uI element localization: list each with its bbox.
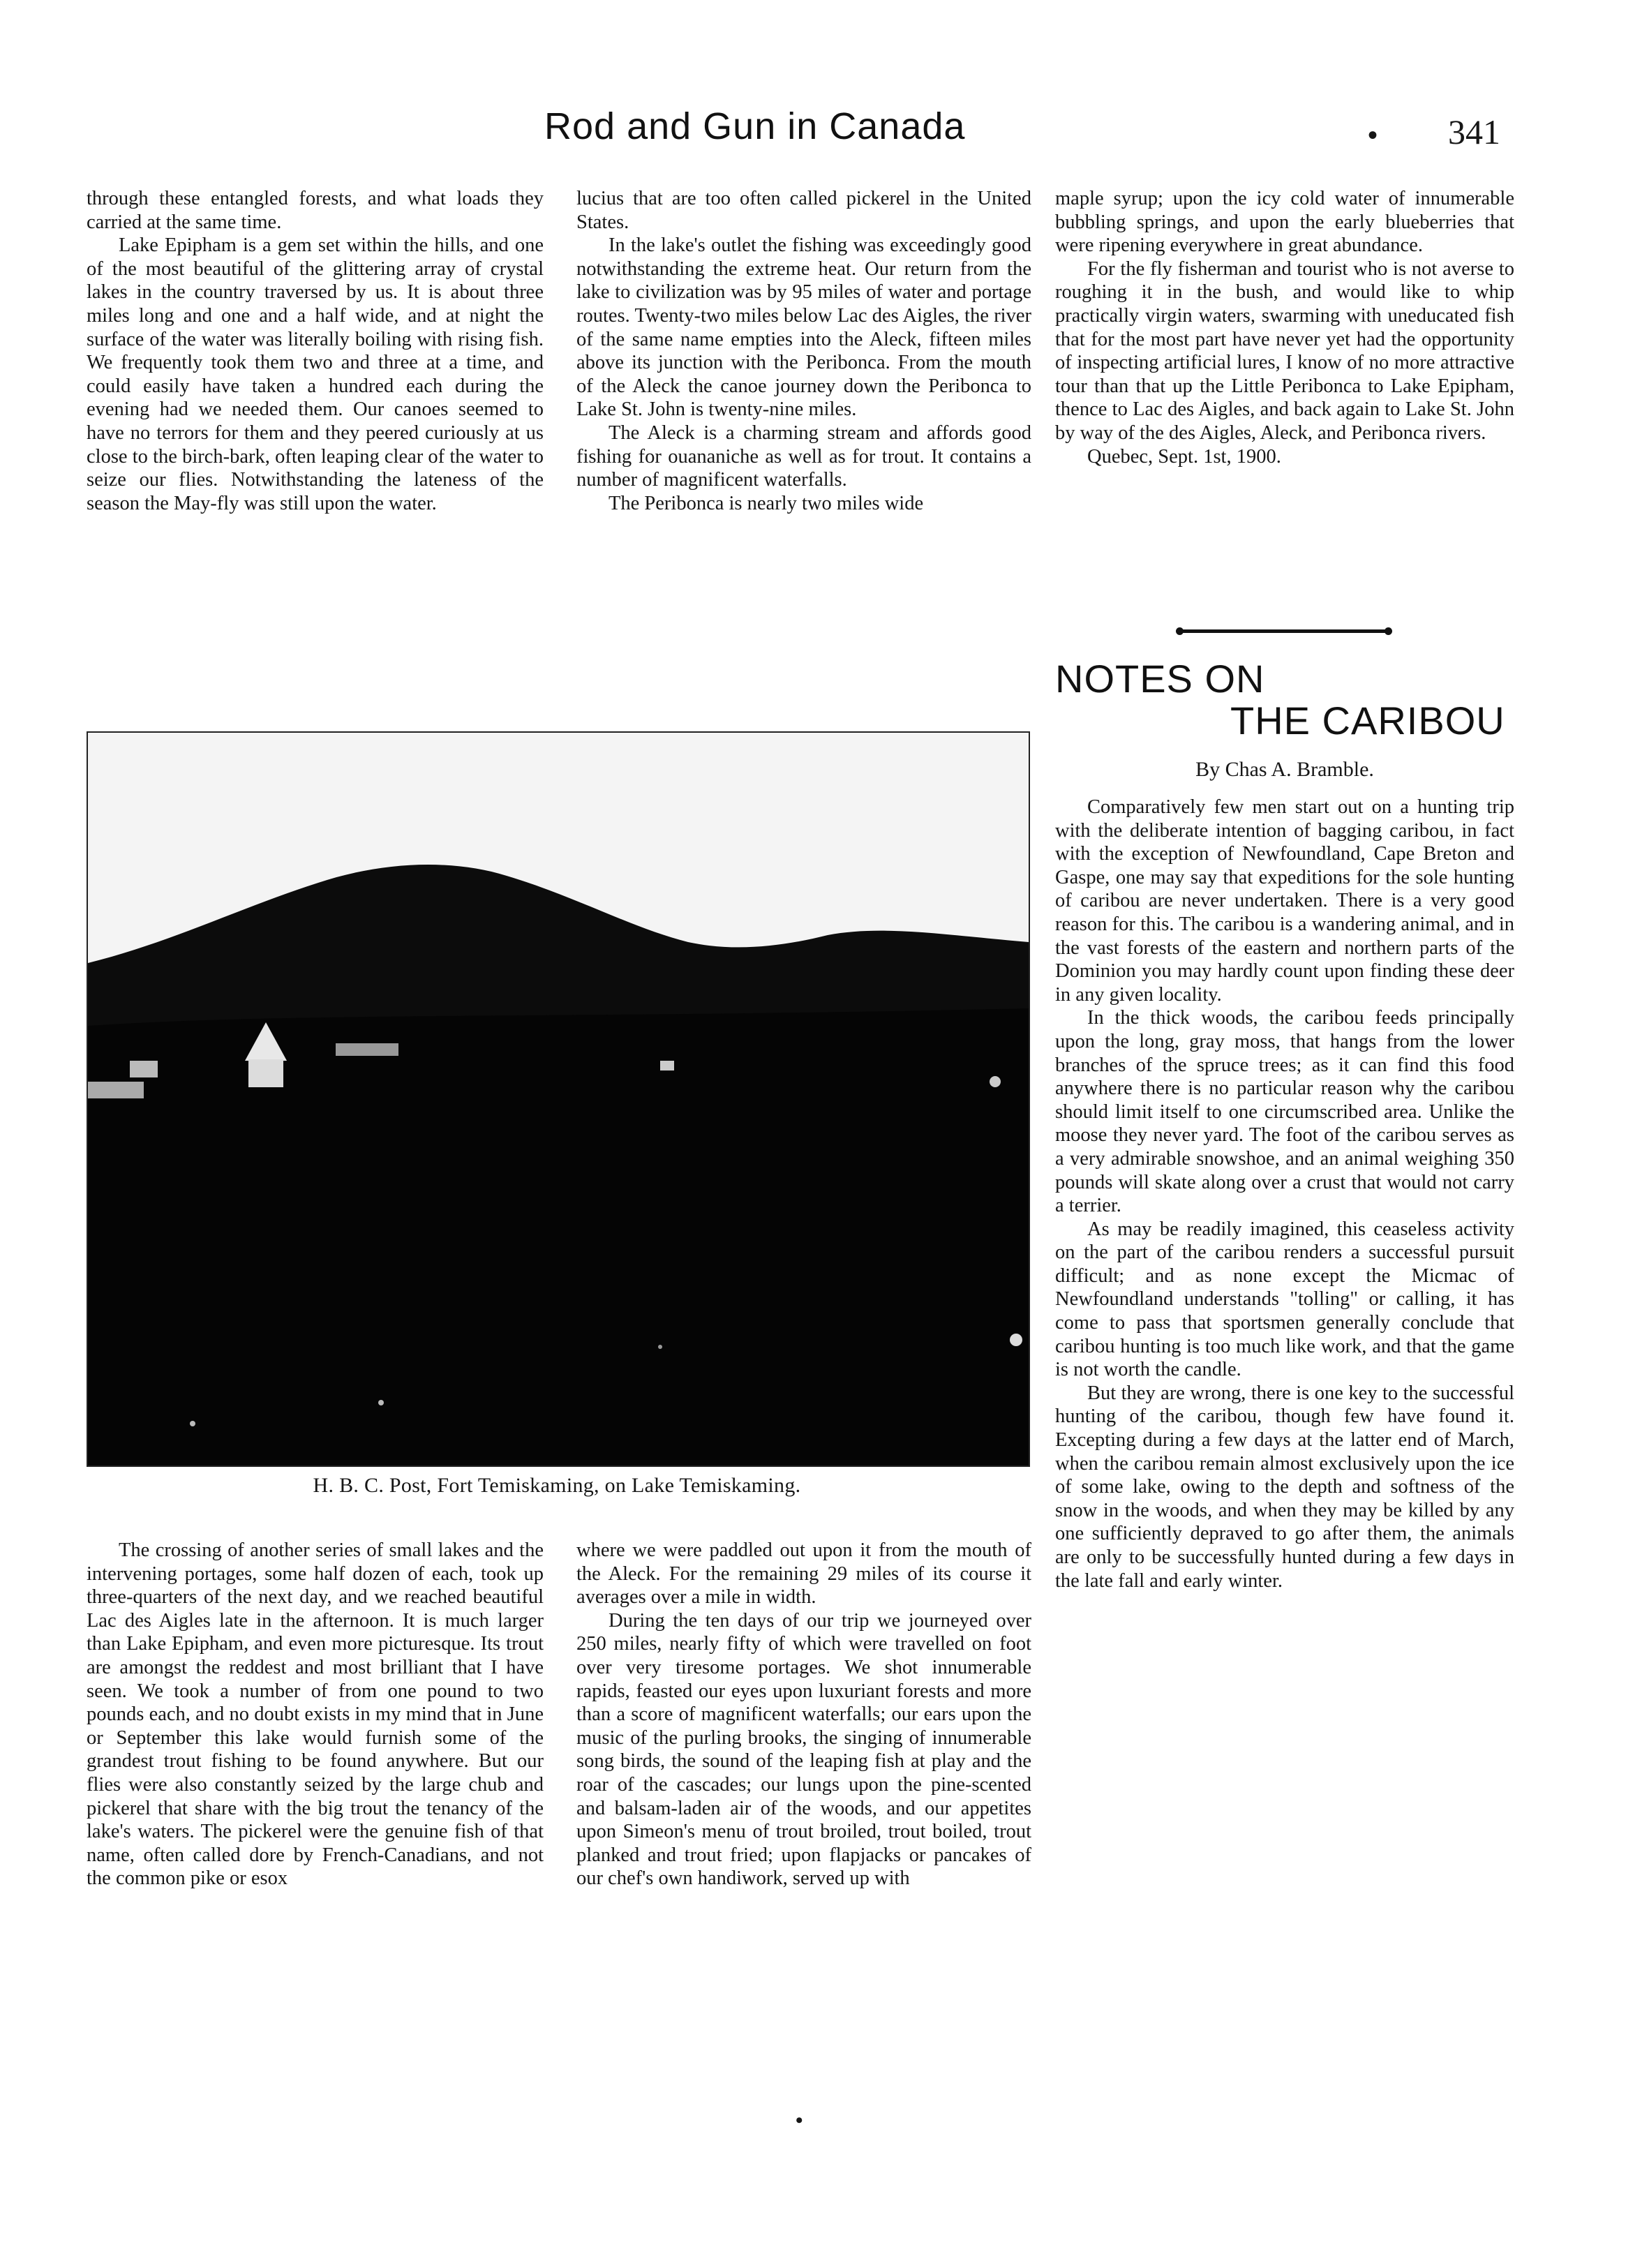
section-divider — [1179, 629, 1389, 633]
photograph — [87, 731, 1030, 1467]
paragraph: In the lake's outlet the fishing was exceedingly good notwithstanding the extreme heat. Our return from the lake to civilization was by 95 miles of water and portage routes. Twenty-two miles below Lac des Aigles, the river of the same name empties into the Aleck, fifteen miles above its junction with the Peribonca. From the mouth of the Aleck the canoe journey down the Peribonca to Lake St. John is twenty-nine miles. — [576, 234, 1031, 421]
dateline: Quebec, Sept. 1st, 1900. — [1087, 445, 1281, 468]
paragraph: The Peribonca is nearly two miles wide — [609, 492, 924, 514]
header-dot: • — [1368, 119, 1378, 151]
paragraph: where we were paddled out upon it from the mouth of the Aleck. For the remaining 29 miles of its course it averages over a mile in width. — [576, 1539, 1031, 1609]
column-1-bottom — [87, 1539, 544, 1890]
page-number: 341 — [1448, 112, 1500, 151]
paragraph: maple syrup; upon the icy cold water of innumerable bubbling springs, and upon the early blueberries that were ripening everywhere in great abundance. — [1055, 188, 1514, 257]
paragraph: For the fly fisherman and tourist who is not averse to roughing it in the bush, and would like to whip practically virgin waters, swarming with uneducated fish that for the most part have never yet had the opportunity of inspecting artificial lures, I know of no more attractive tour than that up the Little Peribonca to Lake Epipham, thence to Lac des Aigles, and back again to Lake St. John by way of the des Aigles, Aleck, and Peribonca rivers. — [1055, 258, 1514, 444]
paragraph: Lake Epipham is a gem set within the hills, and one of the most beautiful of the glittering array of crystal lakes in the country traversed by us. It is about three miles long and one and a half wide, and at night the surface of the water was literally boiling with rising fish. We frequently took them two and three at a time, and could easily have taken a hundred each during the evening had we needed them. Our canoes seemed to have no terrors for them and they peered curiously at us close to the birch-bark, often leaping clear of the water to seize our flies. Notwithstanding the lateness of the season the May-fly was still upon the water. — [87, 234, 544, 514]
paragraph: The Aleck is a charming stream and affords good fishing for ouananiche as well as for trout. It contains a number of magnificent waterfalls. — [576, 421, 1031, 491]
article-title-line-2: THE CARIBOU — [1230, 699, 1505, 743]
footer-dot: • — [796, 2109, 803, 2132]
paragraph: lucius that are too often called pickerel in the United States. — [576, 188, 1031, 233]
column-1-top — [87, 187, 544, 515]
paragraph: Comparatively few men start out on a hunting trip with the deliberate intention of bagging caribou, in fact with the exception of Newfoundland, Cape Breton and Gaspe, one may say that expeditions for the sole hunting of caribou are never undertaken. There is a very good reason for this. The caribou is a wandering animal, and in the vast forests of the eastern and northern parts of the Dominion you may hardly count upon finding these deer in any given locality. — [1055, 796, 1514, 1006]
paragraph: During the ten days of our trip we journeyed over 250 miles, nearly fifty of which were travelled on foot over very tiresome portages. We shot innumerable rapids, feasted our eyes upon luxuriant forests and more than a score of magnificent waterfalls; our ears upon the music of the purling brooks, the singing of innumerable song birds, the sound of the leaping fish at play and the roar of the cascades; our lungs upon the pine-scented and balsam-laden air of the woods, and our appetites upon Simeon's menu of trout broiled, trout boiled, trout planked and trout fried; upon flapjacks or pancakes of our chef's own handiwork, served up with — [576, 1609, 1031, 1890]
paragraph: through these entangled forests, and what loads they carried at the same time. — [87, 188, 544, 233]
paragraph: In the thick woods, the caribou feeds principally upon the long, gray moss, that hangs from the lower branches of the spruce trees; as it can find this food anywhere there is no particular reason why the caribou should limit itself to one circumscribed area. Unlike the moose they never yard. The foot of the caribou serves as a very admirable snowshoe, and an animal weighing 350 pounds will skate along over a crust that would not carry a terrier. — [1055, 1007, 1514, 1217]
article-title-line-1: NOTES ON — [1055, 657, 1265, 701]
photo-caption: H. B. C. Post, Fort Temiskaming, on Lake Temiskaming. — [313, 1474, 801, 1497]
running-head: Rod and Gun in Canada — [544, 105, 966, 147]
photo-landscape — [88, 733, 1029, 1465]
column-3-article — [1055, 796, 1514, 1592]
paragraph: As may be readily imagined, this ceaseless activity on the part of the caribou renders a successful pursuit difficult; and as none except the Micmac of Newfoundland understands "tolling" or calling, it has come to pass that sportsmen generally conclude that caribou hunting is too much like work, and that the game is not worth the candle. — [1055, 1218, 1514, 1381]
column-3 — [1055, 187, 1514, 468]
byline: By Chas A. Bramble. — [1195, 758, 1374, 781]
paragraph: But they are wrong, there is one key to the successful hunting of the caribou, though few have found it. Excepting during a few days at the latter end of March, when the caribou remain almost exclusively upon the ice of some lake, owing to the depth and softness of the snow in the woods, and when they may be killed by any one sufficiently depraved to go after them, the animals are only to be successfully hunted during a few days in the late fall and early winter. — [1055, 1382, 1514, 1592]
paragraph: The crossing of another series of small lakes and the intervening portages, some half dozen of each, took up three-quarters of the next day, and we reached beautiful Lac des Aigles late in the afternoon. It is much larger than Lake Epipham, and even more picturesque. Its trout are amongst the reddest and most brilliant that I have seen. We took a number of from one pound to two pounds each, and no doubt exists in my mind that in June or September this lake would furnish some of the grandest trout fishing to be found anywhere. But our flies were also constantly seized by the large chub and pickerel that share with the big trout the tenancy of the lake's waters. The pickerel were the genuine fish of that name, often called dore by French-Canadians, and not the common pike or esox — [87, 1539, 544, 1890]
column-2-bottom — [576, 1539, 1031, 1890]
column-2-top — [576, 187, 1031, 515]
